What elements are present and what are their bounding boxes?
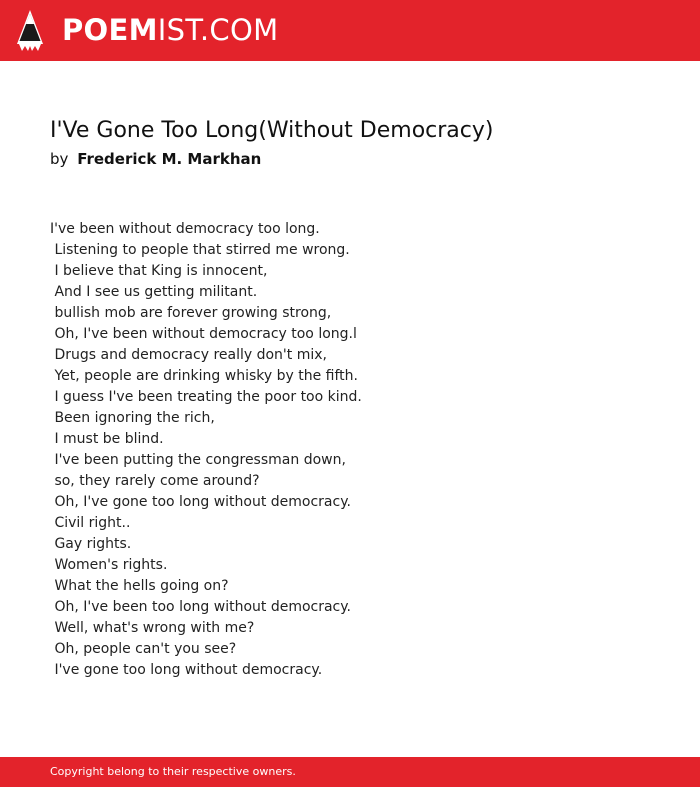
copyright-text: Copyright belong to their respective owners. [50, 765, 296, 778]
site-footer [0, 757, 700, 787]
pencil-tip-icon [17, 10, 43, 52]
poem-body [50, 219, 650, 681]
poem-line: Oh, people can't you see? [50, 641, 237, 657]
poem-line: so, they rarely come around? [50, 473, 260, 489]
poem-line: Gay rights. [50, 536, 132, 552]
poem-author: Frederick M. Markhan [77, 150, 262, 168]
logo-text-light: IST.COM [157, 13, 279, 47]
poem-line: Well, what's wrong with me? [50, 620, 255, 636]
poem-line: Oh, I've gone too long without democracy. [50, 494, 351, 510]
poem-line: I guess I've been treating the poor too kind. [50, 389, 362, 405]
site-logo-link[interactable] [62, 13, 278, 47]
by-label: by [50, 150, 69, 168]
poem-line: Oh, I've been without democracy too long.l [50, 326, 357, 342]
poem-line: bullish mob are forever growing strong, [50, 305, 332, 321]
site-header [0, 0, 700, 61]
poem-line: Been ignoring the rich, [50, 410, 215, 426]
poem-line: Oh, I've been too long without democracy. [50, 599, 351, 615]
poem-line: I must be blind. [50, 431, 164, 447]
poem-line: Civil right.. [50, 515, 131, 531]
poem-line: Drugs and democracy really don't mix, [50, 347, 327, 363]
poem-line: I believe that King is innocent, [50, 263, 268, 279]
poem-line: What the hells going on? [50, 578, 229, 594]
logo-text-bold: POEM [62, 13, 158, 47]
poem-line: I've been without democracy too long. [50, 221, 320, 237]
poem-line: And I see us getting militant. [50, 284, 258, 300]
poem-byline [50, 149, 261, 169]
poem-line: Listening to people that stirred me wrong. [50, 242, 350, 258]
poem-line: I've been putting the congressman down, [50, 452, 346, 468]
poem-line: Yet, people are drinking whisky by the fifth. [50, 368, 358, 384]
poem-line: Women's rights. [50, 557, 168, 573]
poem-line: I've gone too long without democracy. [50, 662, 323, 678]
poem-title: I'Ve Gone Too Long(Without Democracy) [50, 118, 494, 143]
